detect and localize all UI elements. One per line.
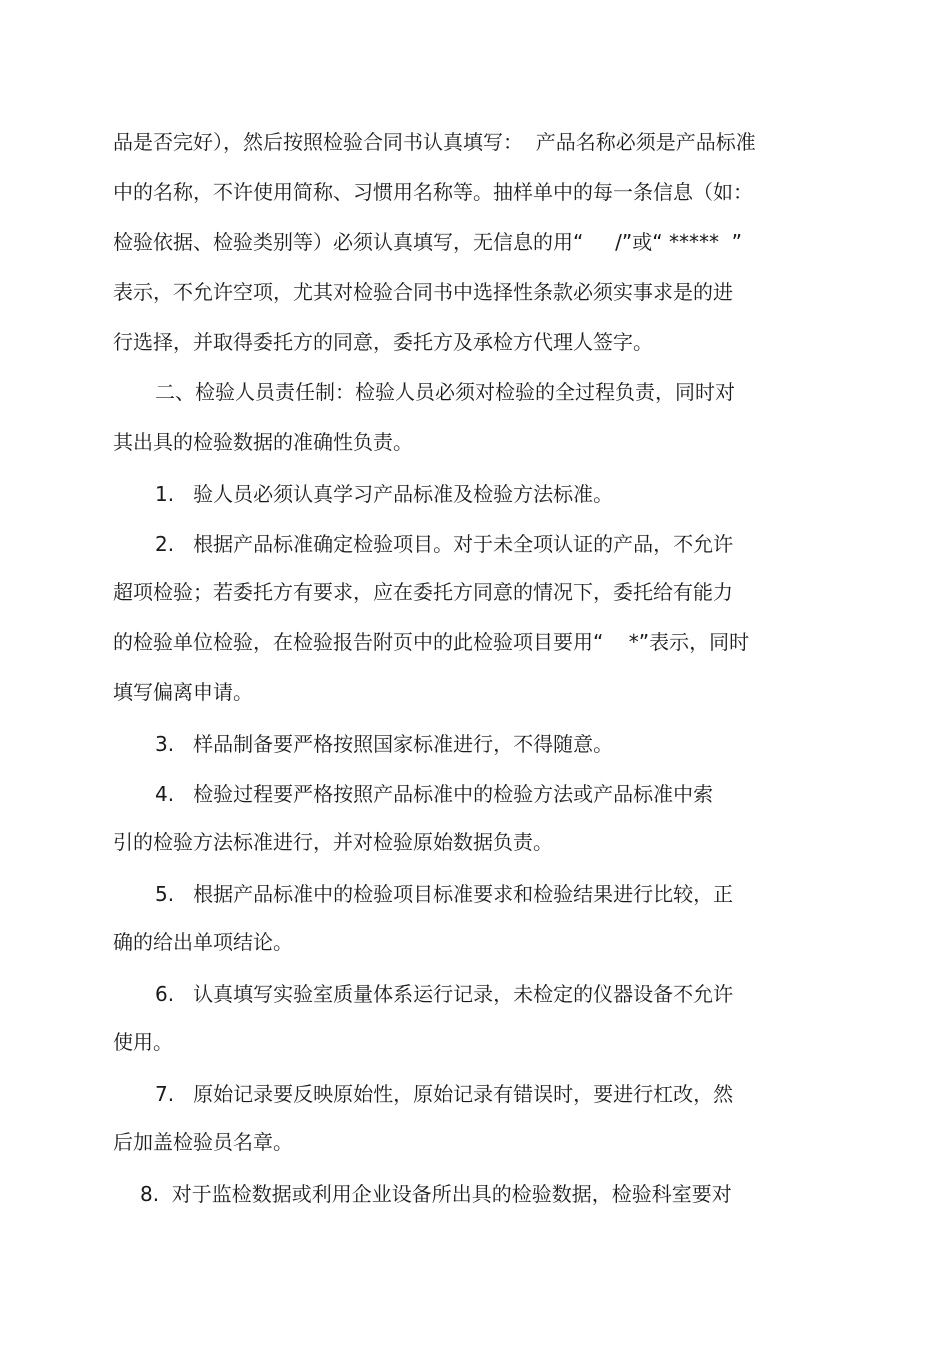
text-line: 的检验单位检验，在检验报告附页中的此检验项目要用“ *”表示，同时 — [113, 630, 750, 654]
text-line: 其出具的检验数据的准确性负责。 — [113, 430, 413, 454]
text-line: 使用。 — [113, 1030, 173, 1054]
list-item: 3. 样品制备要严格按照国家标准进行，不得随意。 — [155, 732, 614, 756]
list-item: 6. 认真填写实验室质量体系运行记录，未检定的仪器设备不允许 — [155, 982, 734, 1006]
text-line: 表示，不允许空项，尤其对检验合同书中选择性条款必须实事求是的进 — [113, 280, 733, 304]
text-line: 行选择，并取得委托方的同意，委托方及承检方代理人签字。 — [113, 330, 653, 354]
text-line: 品是否完好），然后按照检验合同书认真填写： 产品名称必须是产品标准 — [113, 130, 756, 154]
list-item: 7. 原始记录要反映原始性，原始记录有错误时，要进行杠改，然 — [155, 1082, 734, 1106]
list-item: 4. 检验过程要严格按照产品标准中的检验方法或产品标准中索 — [155, 782, 714, 806]
text-line: 确的给出单项结论。 — [113, 930, 293, 954]
list-item: 1. 验人员必须认真学习产品标准及检验方法标准。 — [155, 482, 614, 506]
list-item: 8. 对于监检数据或利用企业设备所出具的检验数据，检验科室要对 — [140, 1182, 732, 1206]
text-line: 中的名称，不许使用简称、习惯用名称等。抽样单中的每一条信息（如： — [113, 180, 753, 204]
text-line: 后加盖检验员名章。 — [113, 1130, 293, 1154]
text-line: 检验依据、检验类别等）必须认真填写，无信息的用“ /”或“ ***** ” — [113, 230, 743, 254]
list-item: 5. 根据产品标准中的检验项目标准要求和检验结果进行比较，正 — [155, 882, 734, 906]
list-item: 2. 根据产品标准确定检验项目。对于未全项认证的产品，不允许 — [155, 532, 734, 556]
text-line: 引的检验方法标准进行，并对检验原始数据负责。 — [113, 830, 553, 854]
section-heading: 二、检验人员责任制：检验人员必须对检验的全过程负责，同时对 — [155, 380, 735, 404]
text-line: 填写偏离申请。 — [113, 680, 253, 704]
text-line: 超项检验；若委托方有要求，应在委托方同意的情况下，委托给有能力 — [113, 580, 733, 604]
